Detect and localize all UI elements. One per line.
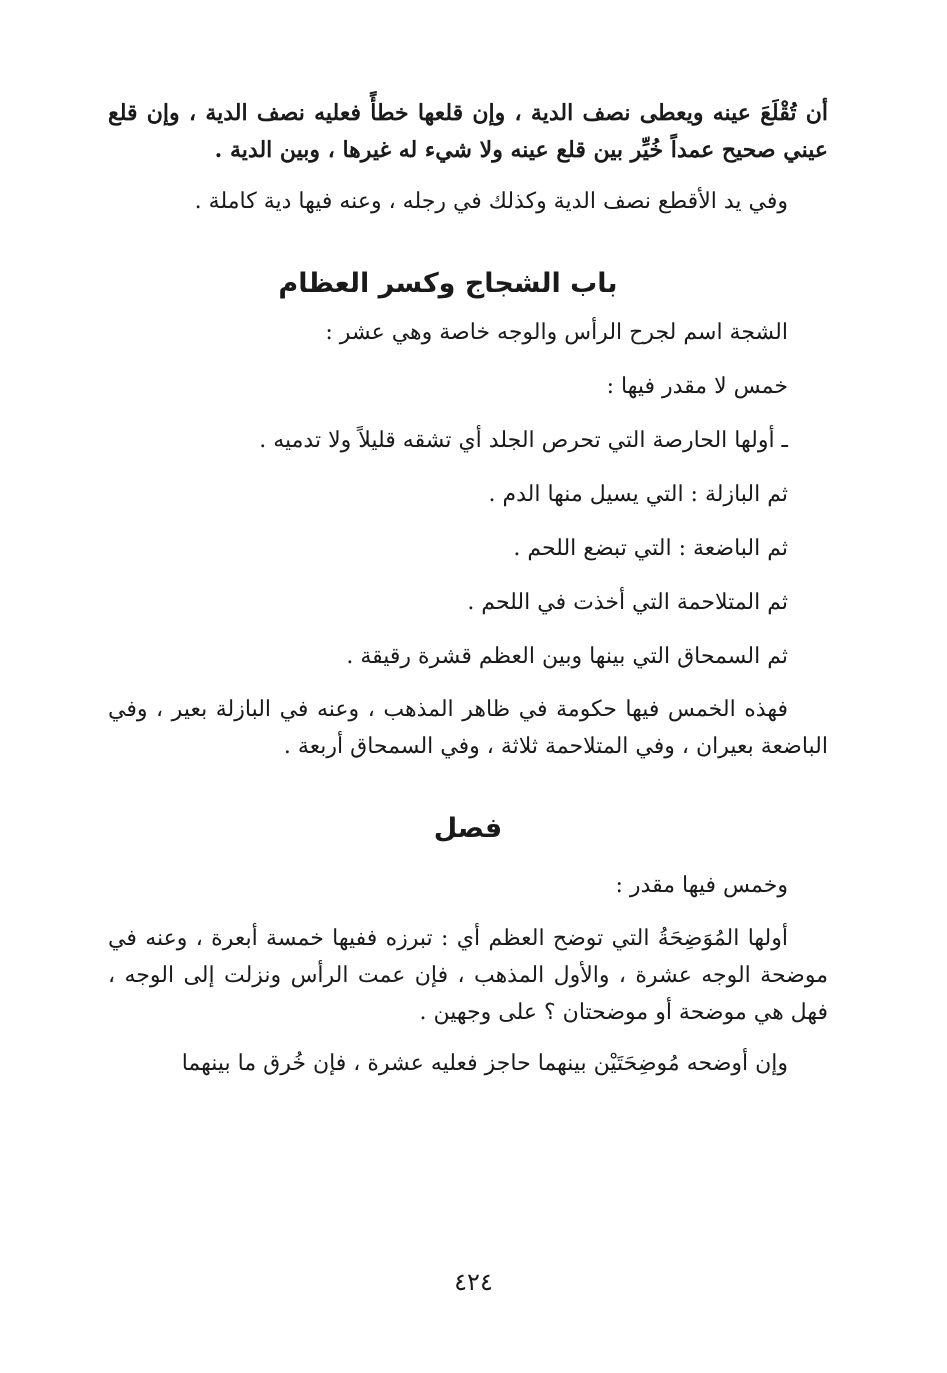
wound-list [108, 313, 828, 677]
paragraph-rulings: فهذه الخمس فيها حكومة في ظاهر المذهب ، وعنه في البازلة بعير ، وفي الباضعة بعيران ، وفي المتلاحمة ثلاثة ، وفي السمحاق أربعة . [108, 697, 828, 759]
list-item: ثم المتلاحمة التي أخذت في اللحم . [467, 590, 788, 615]
list-item: خمس لا مقدر فيها : [606, 374, 788, 399]
list-item: ثم الباضعة : التي تبضع اللحم . [513, 536, 788, 561]
page-content [108, 95, 828, 1082]
paragraph-muwaddiha: أولها المُوَضِحَةُ التي توضح العظم أي : تبرزه ففيها خمسة أبعرة ، وعنه في موضحة الوجه عشرة ، والأول المذهب ، فإن عمت الرأس ونزلت إلى الوجه ، فهل هي موضحة أو موضحتان ؟ على وجهين . [108, 926, 828, 1025]
section-heading-head-wounds: باب الشجاج وكسر العظام [278, 268, 618, 299]
page-number: ٤٢٤ [454, 1268, 493, 1296]
paragraph-intro: وخمس فيها مقدر : [615, 873, 788, 898]
paragraph-hand-compensation: وفي يد الأقطع نصف الدية وكذلك في رجله ، وعنه فيها دية كاملة . [194, 189, 788, 214]
list-item: الشجة اسم لجرح الرأس والوجه خاصة وهي عشر : [325, 320, 788, 345]
paragraph-two-muwaddiha: وإن أوضحه مُوضِحَتَيْن بينهما حاجز فعليه عشرة ، فإن خُرق ما بينهما [181, 1051, 788, 1076]
list-item: ـ أولها الحارصة التي تحرص الجلد أي تشقه قليلاً ولا تدميه . [259, 428, 788, 453]
list-item: ثم البازلة : التي يسيل منها الدم . [488, 482, 788, 507]
list-item: ثم السمحاق التي بينها وبين العظم قشرة رقيقة . [346, 644, 788, 669]
section-heading-fasl: فصل [433, 813, 503, 844]
paragraph-eye-compensation: أن تُقْلَعَ عينه ويعطى نصف الدية ، وإن قلعها خطأً فعليه نصف الدية ، وإن قلع عيني صحيح عمداً خُيِّر بين قلع عينه ولا شيء له غيرها ، وبين الدية . [108, 100, 828, 163]
